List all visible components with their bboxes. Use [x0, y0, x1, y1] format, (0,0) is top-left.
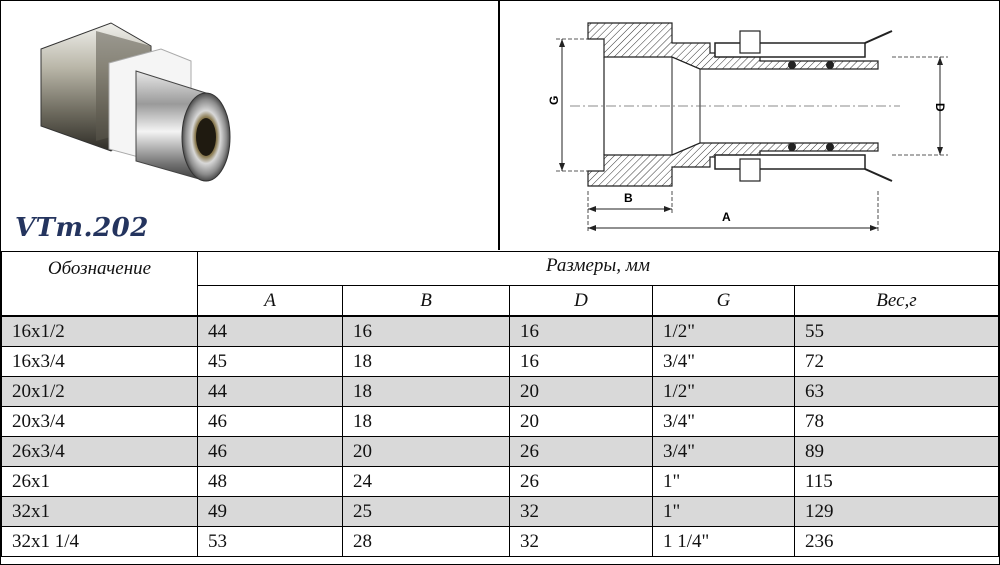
table-row	[2, 407, 999, 437]
designation-cell: 26x3/4	[2, 437, 198, 467]
b-cell: 18	[343, 347, 510, 377]
column-header-weight: Вес,г	[795, 286, 999, 317]
b-cell: 18	[343, 377, 510, 407]
column-header-b: B	[343, 286, 510, 317]
dimension-d-label: D	[933, 103, 947, 112]
g-cell: 3/4"	[653, 407, 795, 437]
a-cell: 44	[198, 316, 343, 347]
table-row	[2, 527, 999, 557]
designation-cell: 32x1 1/4	[2, 527, 198, 557]
table-row	[2, 467, 999, 497]
designation-cell: 16x1/2	[2, 316, 198, 347]
designation-header: Обозначение	[2, 252, 198, 317]
table-row	[2, 316, 999, 347]
dimension-b-label: B	[624, 191, 633, 205]
designation-cell: 16x3/4	[2, 347, 198, 377]
technical-drawing	[500, 1, 998, 250]
b-cell: 25	[343, 497, 510, 527]
column-header-d: D	[510, 286, 653, 317]
dimension-g-label: G	[547, 95, 561, 105]
a-cell: 46	[198, 407, 343, 437]
designation-cell: 20x3/4	[2, 407, 198, 437]
a-cell: 48	[198, 467, 343, 497]
designation-cell: 32x1	[2, 497, 198, 527]
d-cell: 32	[510, 497, 653, 527]
product-photo-panel	[1, 1, 500, 250]
d-cell: 16	[510, 316, 653, 347]
designation-cell: 26x1	[2, 467, 198, 497]
designation-cell: 20x1/2	[2, 377, 198, 407]
weight-cell: 63	[795, 377, 999, 407]
a-cell: 44	[198, 377, 343, 407]
table-row	[2, 377, 999, 407]
a-cell: 53	[198, 527, 343, 557]
b-cell: 28	[343, 527, 510, 557]
fitting-photo	[1, 1, 498, 211]
d-cell: 26	[510, 437, 653, 467]
dimension-a-label: A	[722, 210, 731, 224]
d-cell: 26	[510, 467, 653, 497]
d-cell: 16	[510, 347, 653, 377]
g-cell: 1"	[653, 467, 795, 497]
g-cell: 1/2"	[653, 377, 795, 407]
d-cell: 20	[510, 377, 653, 407]
a-cell: 49	[198, 497, 343, 527]
d-cell: 20	[510, 407, 653, 437]
dimensions-table	[1, 251, 999, 557]
weight-cell: 78	[795, 407, 999, 437]
table-row	[2, 437, 999, 467]
weight-cell: 55	[795, 316, 999, 347]
table-row	[2, 497, 999, 527]
b-cell: 16	[343, 316, 510, 347]
column-header-g: G	[653, 286, 795, 317]
dimensions-header: Размеры, мм	[198, 252, 999, 286]
weight-cell: 236	[795, 527, 999, 557]
weight-cell: 89	[795, 437, 999, 467]
product-name: VTm.202	[15, 213, 149, 243]
a-cell: 45	[198, 347, 343, 377]
g-cell: 1/2"	[653, 316, 795, 347]
table-row	[2, 347, 999, 377]
weight-cell: 72	[795, 347, 999, 377]
g-cell: 1 1/4"	[653, 527, 795, 557]
g-cell: 3/4"	[653, 437, 795, 467]
g-cell: 1"	[653, 497, 795, 527]
column-header-a: A	[198, 286, 343, 317]
b-cell: 24	[343, 467, 510, 497]
b-cell: 20	[343, 437, 510, 467]
weight-cell: 115	[795, 467, 999, 497]
technical-drawing-panel	[500, 1, 998, 250]
b-cell: 18	[343, 407, 510, 437]
d-cell: 32	[510, 527, 653, 557]
a-cell: 46	[198, 437, 343, 467]
g-cell: 3/4"	[653, 347, 795, 377]
weight-cell: 129	[795, 497, 999, 527]
